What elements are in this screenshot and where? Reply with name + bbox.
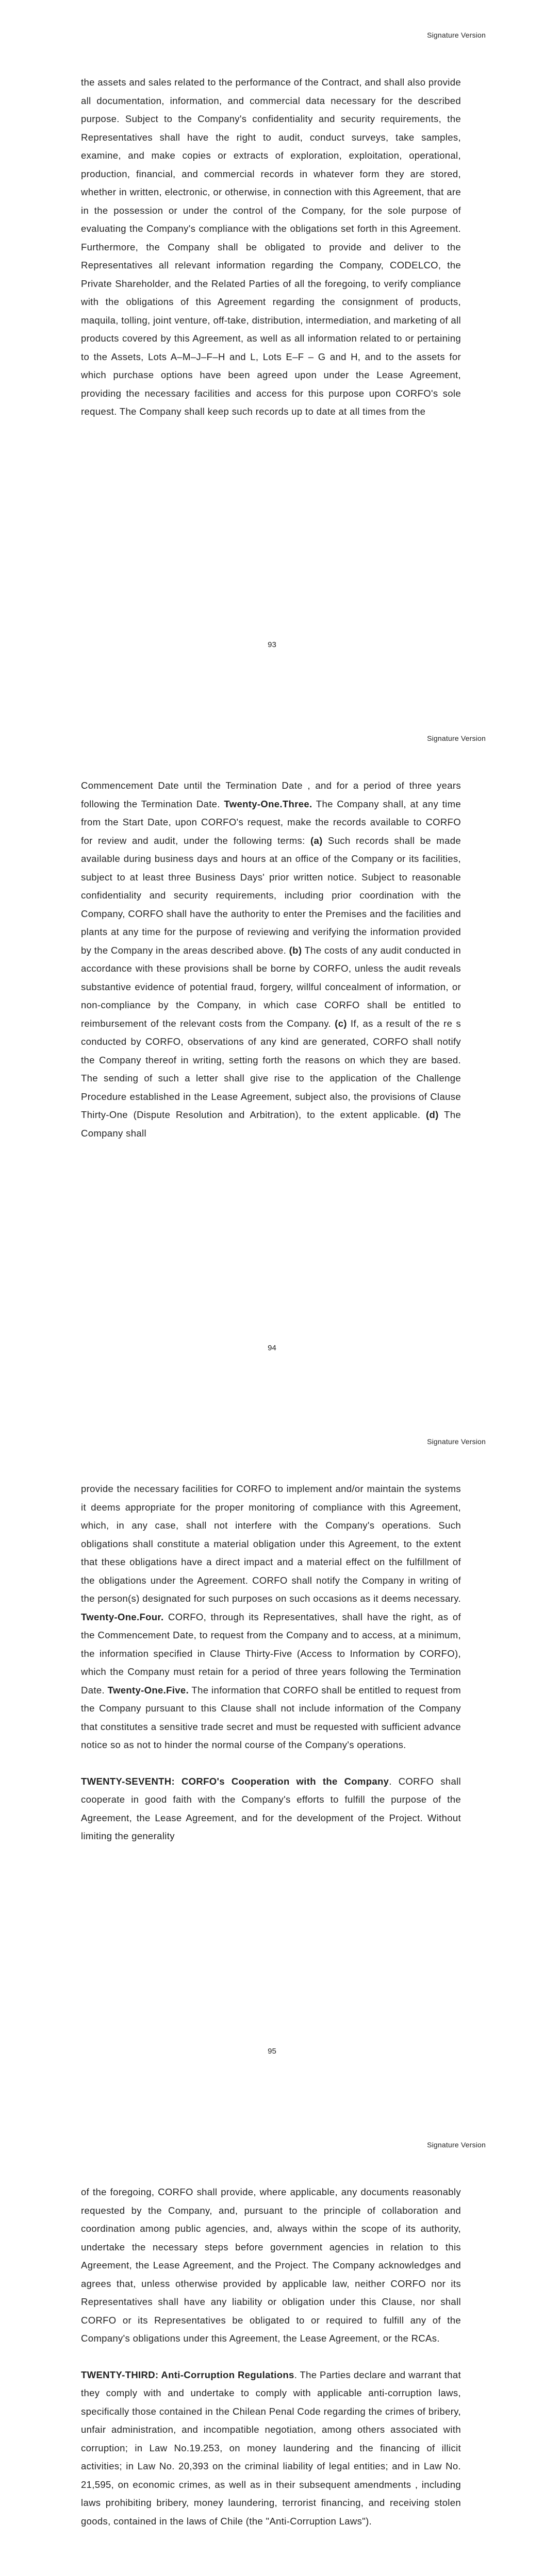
page-body xyxy=(81,1480,461,1845)
paragraph xyxy=(81,776,461,1142)
paragraph xyxy=(81,2366,461,2531)
text-run: The Company shall xyxy=(81,1109,461,1139)
document-page-93 xyxy=(0,0,544,703)
text-run: provide the necessary facilities for CORFO to implement and/or maintain the systems it deems appropriate for the proper monitoring of compliance with this Agreement, which, in any case, shall not interfere with the Company's operations. Such obligations shall constitute a material obligation under this Agreement, to the extent that these obligations have a direct impact and a material effect on the fulfillment of the obligations under the Agreement. CORFO shall notify the Company in writing of the person(s) designated for such purposes on such occasions as it deems necessary. xyxy=(81,1483,461,1604)
signature-version-label: Signature Version xyxy=(427,1437,486,1446)
text-run: . CORFO shall cooperate in good faith with the Company's efforts to fulfill the purpose of the Agreement, the Lease Agreement, and for the development of the Project. Without limiting the generality xyxy=(81,1775,461,1841)
page-body xyxy=(81,73,461,421)
text-run: The information that CORFO shall be entitled to request from the Company pursuant to this Clause shall not include information of the Company that constitutes a sensitive trade secret and must be requested with sufficient advance notice so as not to hinder the normal course of the Company's operations. xyxy=(81,1684,461,1750)
text-run: If, as a result of the re s conducted by CORFO, observations of any kind are generated, CORFO shall notify the Company thereof in writing, setting forth the reasons on which they are based. The sending of such a letter shall give rise to the application of the Challenge Procedure established in the Lease Agreement, subject also, the provisions of Clause Thirty-One (Dispute Resolution and Arbitration), to the extent applicable. xyxy=(81,1018,461,1120)
section-heading-bold: Twenty-One.Four. xyxy=(81,1611,164,1622)
item-marker-bold: (b) xyxy=(289,944,302,956)
item-marker-bold: (a) xyxy=(310,835,323,846)
paragraph xyxy=(81,1480,461,1754)
text-run: The Company shall, at any time from the Start Date, upon CORFO's request, make the records available to CORFO for review and audit, under the following terms: xyxy=(81,798,461,846)
text-run: . The Parties declare and warrant that they comply with and undertake to comply with applicable anti-corruption laws, specifically those contained in the Chilean Penal Code regarding the crimes of bribery, unfair administration, and incompatible negotiation, among others associated with corruption; in Law No.19.253, on money laundering and the financing of illicit activities; in Law No. 20,393 on the criminal liability of legal entities; and in Law No. 21,595, on economic crimes, as well as in their subsequent amendments , including laws prohibiting bribery, money laundering, terrorist financing, and receiving stolen goods, contained in the laws of Chile (the "Anti-Corruption Laws"). xyxy=(81,2369,461,2527)
paragraph xyxy=(81,73,461,421)
text-run: the assets and sales related to the performance of the Contract, and shall also provide all documentation, information, and commercial data necessary for the described purpose. Subject to the Company's confidentiality and security requirements, the Representatives shall have the right to audit, conduct surveys, take samples, examine, and make copies or extracts of exploration, exploitation, operational, production, financial, and commercial records in whatever form they are stored, whether in written, electronic, or otherwise, in connection with this Agreement, that are in the possession or under the control of the Company, for the sole purpose of evaluating the Company's compliance with the obligations set forth in this Agreement. Furthermore, the Company shall be obligated to provide and deliver to the Representatives all relevant information regarding the Company, CODELCO, the Private Shareholder, and the Related Parties of all the foregoing, to verify compliance with the obligations of this Agreement regarding the consignment of products, maquila, tolling, joint venture, off-take, distribution, intermediation, and marketing of all products covered by this Agreement, as well as all information related to or pertaining to the Assets, Lots A–M–J–F–H and L, Lots E–F – G and H, and to the assets for which purchase options have been agreed upon under the Lease Agreement, providing the necessary facilities and access for this purpose upon CORFO's sole request. The Company shall keep such records up to date at all times from the xyxy=(81,77,461,417)
text-run: The costs of any audit conducted in accordance with these provisions shall be borne by CORFO, unless the audit reveals substantive evidence of potential fraud, forgery, willful concealment of information, or non-compliance by the Company, in which case CORFO shall be entitled to reimbursement of the relevant costs from the Company. xyxy=(81,944,461,1029)
signature-version-label: Signature Version xyxy=(427,31,486,39)
document-page-95 xyxy=(0,1406,544,2110)
signature-version-label: Signature Version xyxy=(427,734,486,742)
page-body xyxy=(81,2183,461,2530)
document-page-96 xyxy=(0,2110,544,2576)
item-marker-bold: (c) xyxy=(335,1018,347,1029)
text-run: of the foregoing, CORFO shall provide, where applicable, any documents reasonably requested by the Company, and, pursuant to the principle of collaboration and coordination among public agencies, and, always within the scope of its authority, undertake the necessary steps before government agencies in relation to this Agreement, the Lease Agreement, and the Project. The Company acknowledges and agrees that, unless otherwise provided by applicable law, neither CORFO nor its Representatives shall have any liability or obligation under this Clause, nor shall CORFO or its Representatives be obligated to or required to fulfill any of the Company's obligations under this Agreement, the Lease Agreement, or the RCAs. xyxy=(81,2187,461,2344)
section-heading-bold: Twenty-One.Five. xyxy=(107,1684,189,1696)
page-number: 95 xyxy=(268,2047,276,2056)
paragraph xyxy=(81,1772,461,1845)
text-run: CORFO, through its Representatives, shall have the right, as of the Commencement Date, to request from the Company and to access, at a minimum, the information specified in Clause Thirty-Five (Access to Information by CORFO), which the Company must retain for a period of three years following the Termination Date. xyxy=(81,1611,461,1696)
text-run: Such records shall be made available during business days and hours at an office of the Company or its facilities, subject to at least three Business Days' prior written notice. Subject to reasonable confidentiality and security requirements, including prior coordination with the Company, CORFO shall have the authority to enter the Premises and the facilities and plants at any time for the purpose of reviewing and verifying the information provided by the Company in the areas described above. xyxy=(81,835,461,956)
text-run: Commencement Date until the Termination Date , and for a period of three years following the Termination Date. xyxy=(81,780,461,809)
page-number: 94 xyxy=(268,1344,276,1352)
page-body xyxy=(81,776,461,1142)
item-marker-bold: (d) xyxy=(425,1109,439,1120)
clause-heading-bold: TWENTY-THIRD: Anti-Corruption Regulations xyxy=(81,2369,294,2380)
document-page-94 xyxy=(0,703,544,1406)
paragraph xyxy=(81,2183,461,2348)
section-heading-bold: Twenty-One.Three. xyxy=(224,798,312,809)
page-number: 93 xyxy=(268,640,276,649)
clause-heading-bold: TWENTY-SEVENTH: CORFO's Cooperation with the Company xyxy=(81,1775,389,1787)
signature-version-label: Signature Version xyxy=(427,2141,486,2149)
